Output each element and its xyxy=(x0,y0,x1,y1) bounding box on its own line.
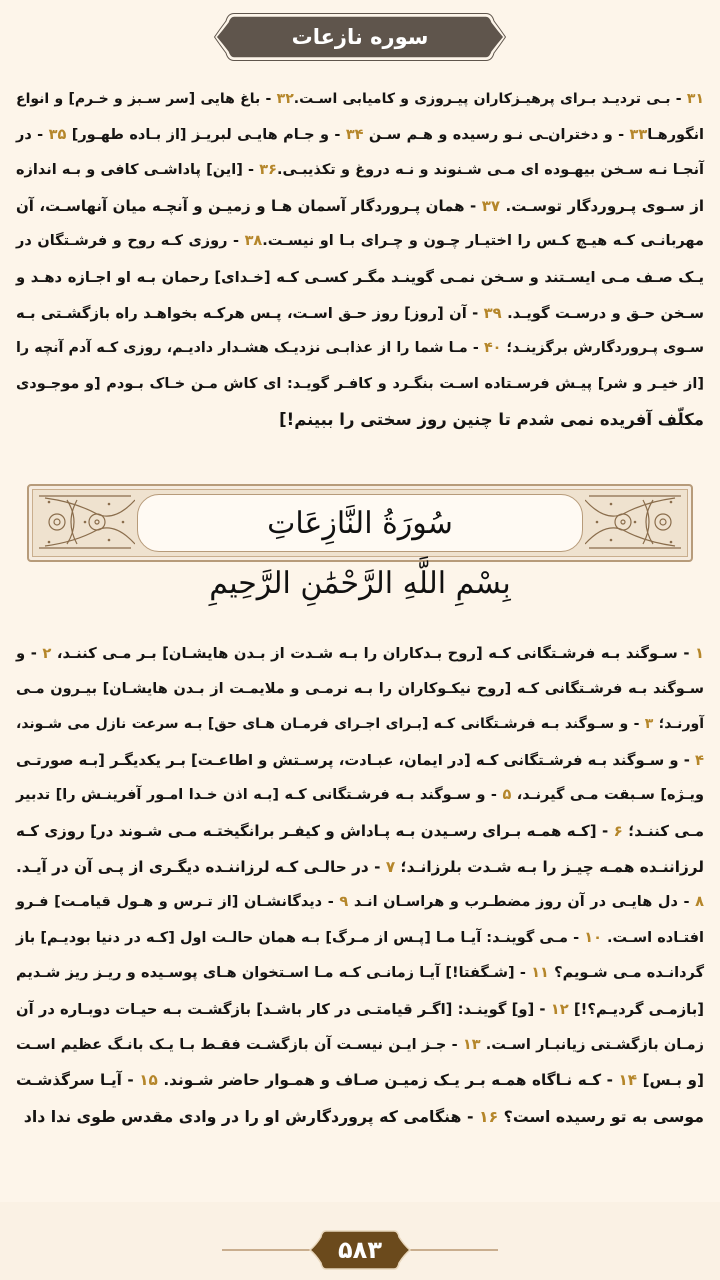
text-line xyxy=(16,992,704,1028)
verse-text: - مـا شما را از عذابـی نزدیـک هشـدار دادیـم، روزی کـه آدم آنچه را xyxy=(16,340,484,357)
verse-text: - [کـه همـه بـرای رسـیدن بـه پـاداش و کیفـر برانگیختـه مـی شـوند در] روزی کـه xyxy=(16,821,614,840)
banner-title-panel xyxy=(137,494,583,552)
text-line xyxy=(16,402,704,438)
text-line xyxy=(16,367,704,403)
verse-text: [بازمـی گردیـم؟!] xyxy=(568,1000,705,1018)
verse-number: ۸ xyxy=(695,894,704,911)
verse-text: [و بـس] xyxy=(637,1071,704,1090)
arabesque-ornament-icon xyxy=(585,492,685,552)
verse-text: - آن [روز] روز حـق اسـت، پـس هرکـه بخواهـد راه بازگشـتی بـه xyxy=(16,304,484,322)
verse-number: ۹ xyxy=(339,894,349,911)
previous-surah-translation xyxy=(16,82,704,438)
text-line xyxy=(16,153,704,189)
text-line xyxy=(16,260,704,296)
bismillah: بِسْمِ اللَّهِ الرَّحْمَٰنِ الرَّحِيمِ xyxy=(209,566,511,601)
verse-number: ۳۷ xyxy=(481,196,501,215)
verse-text: گردانـده مـی شـویم؟ xyxy=(548,965,705,982)
verse-text: آورنـد؛ xyxy=(653,716,704,733)
text-line xyxy=(16,82,704,118)
verse-number: ۳۵ xyxy=(48,126,67,143)
verse-text: انگورهـا xyxy=(647,126,704,143)
verse-text: - همان پـروردگار آسمان هـا و زمیـن و آنچـه میان آنهاسـت، آن xyxy=(16,196,482,215)
verse-text: - سـوگند بـه فرشـتگانی کـه [روح بـدکاران را بـه شـدت از بـدن هایشـان] بـر مـی کننـد، xyxy=(51,645,695,662)
verse-text: - و سـوگند بـه فرشـتگانی کـه [بـه اذن خـدا امـور آفرینـش را] تدبیر xyxy=(16,787,503,804)
surah-header xyxy=(214,12,506,62)
verse-text: - روزی کـه روح و فرشـتگان در xyxy=(16,233,245,250)
verse-text: - دل هایـی در آن روز مضطـرب و هراسـان انـد xyxy=(348,894,696,911)
verse-number: ۴۰ xyxy=(483,340,502,357)
verse-number: ۱ xyxy=(694,645,704,662)
verse-text: افتـاده اسـت. xyxy=(601,929,704,946)
verse-number: ۳۱ xyxy=(686,91,704,107)
text-line xyxy=(16,1099,704,1135)
verse-text: - بـی تردیـد بـرای پرهیـزکاران پیـروزی و کامیابی اسـت. xyxy=(293,91,687,107)
verse-number: ۶ xyxy=(613,821,623,840)
verse-number: ۲ xyxy=(42,645,52,662)
verse-text: مهربانـی کـه هیـچ کـس را اختیـار چـون و چـرای بـا او نیسـت. xyxy=(262,233,704,250)
verse-text: [از خیـر و شر] پیـش فرسـتاده اسـت بنگـرد و کافـر گویـد: ای کاش مـن خـاک بـودم [و موجـودی xyxy=(16,375,704,392)
text-line xyxy=(16,224,704,260)
verse-number: ۱۲ xyxy=(550,1000,569,1018)
verse-text: - در حالـی کـه لرزاننـده دیگـری از پـی آن در آیـد. xyxy=(16,857,386,876)
verse-text: - و سـوگند بـه فرشـتگانی کـه [بـرای اجـرای فرمـان هـای حق] بـه سرعت نازل می شـوند، xyxy=(16,716,645,733)
text-line xyxy=(16,1063,704,1099)
verse-text: لرزاننـده همـه چیـز را بـه شـدت بلرزانـد؛ xyxy=(395,857,705,876)
verse-text: زمـان بازگشـتی زیانبـار اسـت. xyxy=(480,1036,704,1053)
text-line xyxy=(16,743,704,779)
text-line xyxy=(16,118,704,154)
verse-text: یـک صـف مـی ایسـتند و سـخن نمـی گوینـد مگـر کسـی کـه [خـدای] رحمان بـه او اجـازه دهـد و xyxy=(16,268,704,286)
text-line xyxy=(16,850,704,886)
verse-number: ۱۵ xyxy=(139,1071,158,1090)
verse-text: - [این] پاداشـی کافی و بـه اندازه xyxy=(16,162,260,179)
verse-text: از سـوی پـروردگار توسـت. xyxy=(500,196,704,215)
footer-divider xyxy=(222,1249,312,1251)
verse-text: - مـی گوینـد: آیـا مـا [پـس از مـرگ] بـه همان حالـت اول [کـه در دنیا بودیـم] باز xyxy=(16,929,585,946)
surah-banner xyxy=(27,484,693,562)
verse-text: - جـز ایـن نیسـت آن بازگشـت فقـط بـا یـک بانـگ عظیم اسـت xyxy=(16,1036,463,1053)
verse-text: سـوی پـروردگارش برگزینـد؛ xyxy=(501,340,705,357)
verse-number: ۳۳ xyxy=(629,126,648,143)
verse-number: ۳۲ xyxy=(276,91,294,107)
page-number: ۵۸۳ xyxy=(338,1236,382,1264)
verse-text: سـوگند بـه فرشـتگانی کـه [روح نیکـوکاران را بـه نرمـی و ملایمـت از بـدن هایشـان] بیـرون مـی xyxy=(16,680,704,697)
surah-translation xyxy=(16,636,704,1134)
verse-text: آنجـا نـه سـخن بیهـوده ای مـی شـنوند و نـه دروغ و تکذیبـی. xyxy=(276,162,704,179)
verse-number: ۱۱ xyxy=(531,965,549,982)
verse-text: - در xyxy=(16,126,49,143)
verse-text: - و جـام هایـی لبریـز [از بـاده طهـور] xyxy=(66,126,346,143)
verse-text: موسی به تو رسیده است؟ xyxy=(498,1106,704,1126)
text-line xyxy=(16,331,704,367)
page-footer xyxy=(0,1202,720,1280)
text-line xyxy=(16,814,704,850)
verse-number: ۵ xyxy=(502,787,512,804)
page-number-badge xyxy=(308,1229,412,1271)
verse-text: مکلّف آفریده نمی شدم تا چنین روز سختی را ببینم!] xyxy=(279,410,704,430)
surah-calligraphy-title: سُورَةُ النَّازِعَاتِ xyxy=(267,505,453,541)
verse-number: ۱۶ xyxy=(478,1106,499,1126)
verse-number: ۴ xyxy=(694,751,704,769)
verse-text: - و سـوگند بـه فرشـتگانی کـه [در ایمان، عبـادت، پرسـتش و اطاعـت] بـر یکدیگـر [بـه صورتـی xyxy=(16,751,695,769)
verse-text: - کـه نـاگاه همـه بـر یـک زمیـن صـاف و همـوار حاضر شـوند. xyxy=(157,1071,619,1090)
verse-text: - باغ هایی [سر سـبز و خـرم] و انواع xyxy=(16,91,277,107)
text-line xyxy=(16,296,704,332)
verse-text: - هنگامی که پروردگارش او را در وادی مقدس طوی ندا داد xyxy=(23,1106,479,1126)
verse-number: ۳ xyxy=(644,716,654,733)
verse-number: ۳۹ xyxy=(483,304,502,322)
verse-number: ۳۴ xyxy=(345,126,364,143)
verse-text: ویـژه] سـبقت مـی گیرنـد، xyxy=(511,787,705,804)
verse-text: - [و] گوینـد: [اگـر قیامتـی در کار باشـد] بازگشـت بـه حیـات دوبـاره در آن xyxy=(16,1000,551,1018)
verse-number: ۱۳ xyxy=(462,1036,481,1053)
verse-number: ۱۰ xyxy=(584,929,602,946)
text-line xyxy=(16,636,704,672)
verse-text: - [شـگفتا!] آیـا زمانـی کـه مـا اسـتخوان هـای پوسـیده و ریـز ریز شـدیم xyxy=(16,965,532,982)
verse-number: ۷ xyxy=(385,857,396,876)
text-line xyxy=(16,921,704,957)
surah-title: سوره نازعات xyxy=(291,25,429,49)
arabesque-ornament-icon xyxy=(35,492,135,552)
footer-divider xyxy=(408,1249,498,1251)
text-line xyxy=(16,778,704,814)
verse-text: - و xyxy=(16,645,43,662)
text-line xyxy=(16,1028,704,1064)
verse-text: - و دختران‌ـی نـو رسیده و هـم سـن xyxy=(363,126,630,143)
verse-number: ۳۸ xyxy=(244,233,263,250)
text-line xyxy=(16,885,704,921)
verse-text: - دیدگانشـان [از تـرس و هـول قیامـت] فـرو xyxy=(16,894,340,911)
text-line xyxy=(16,189,704,225)
verse-text: مـی کننـد؛ xyxy=(622,821,704,840)
text-line xyxy=(16,707,704,743)
verse-text: سـخن حـق و درسـت گویـد. xyxy=(501,304,704,322)
text-line xyxy=(16,956,704,992)
verse-text: - آیـا سرگذشـت xyxy=(16,1071,140,1090)
text-line xyxy=(16,672,704,708)
verse-number: ۳۶ xyxy=(259,162,277,179)
verse-number: ۱۴ xyxy=(618,1071,638,1090)
